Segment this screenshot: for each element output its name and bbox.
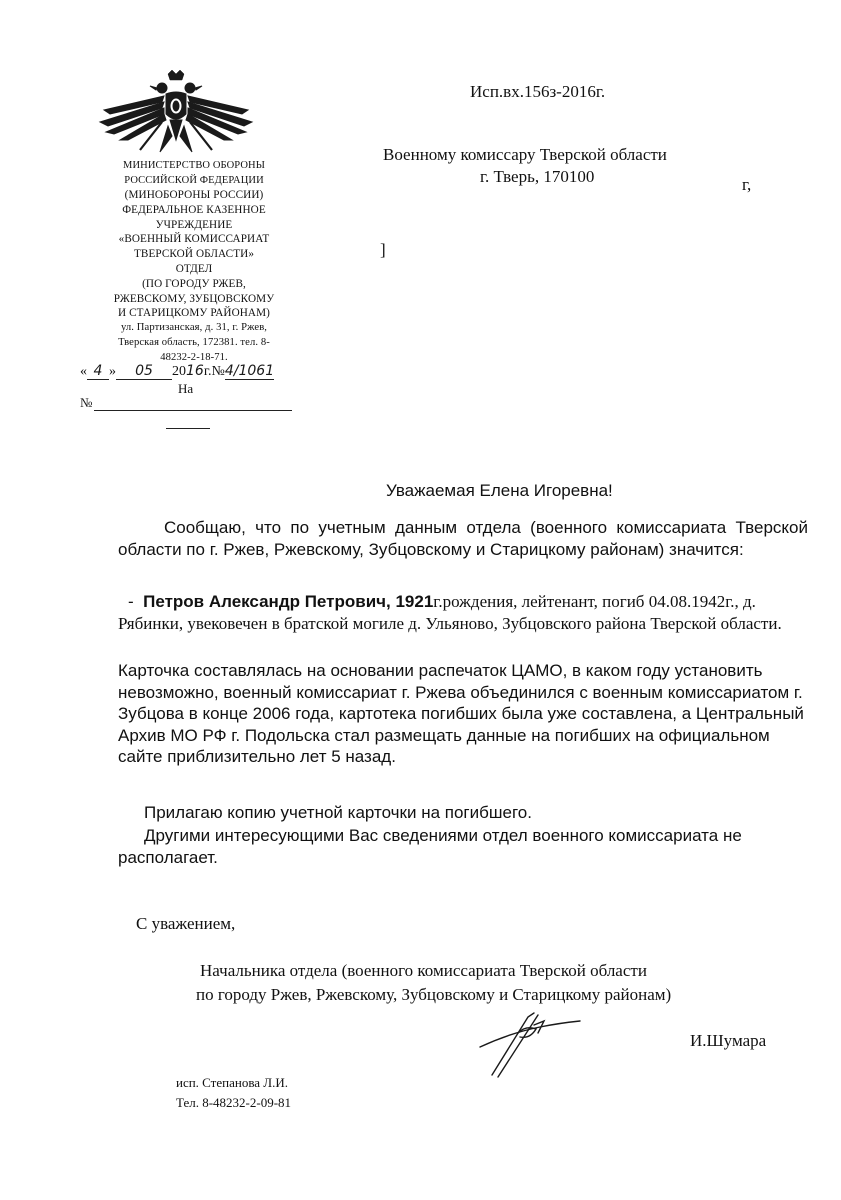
org-line: (ПО ГОРОДУ РЖЕВ,: [142, 277, 246, 290]
org-address-line: ул. Партизанская, д. 31, г. Ржев,: [120, 322, 268, 334]
body-paragraph: Сообщаю, что по учетным данным отдела (военного комиссариата Тверской области по г. Ржев, Ржевскому, Зубцовскому и Старицкому районам) значится:: [118, 518, 808, 559]
org-line: МИНИСТЕРСТВО ОБОРОНЫ: [123, 160, 265, 171]
stray-bracket: ]: [380, 240, 386, 259]
org-line: РЖЕВСКОМУ, ЗУБЦОВСКОМУ: [113, 292, 275, 305]
date-quote-close: »: [109, 364, 116, 379]
organization-header: [80, 158, 308, 366]
signer-title: Начальника отдела (военного комиссариата Тверской области: [200, 961, 647, 980]
registration-number: 4/1061: [224, 363, 275, 379]
incoming-reference-number: Исп.вх.156з-2016г.: [470, 82, 606, 101]
divider-line: [166, 428, 210, 429]
org-line: РОССИЙСКОЙ ФЕДЕРАЦИИ: [124, 175, 264, 186]
date-quote-open: «: [80, 364, 87, 379]
org-address-line: Тверская область, 172381. тел. 8-: [118, 336, 270, 348]
org-line: ФЕДЕРАЛЬНОЕ КАЗЕННОЕ: [122, 203, 266, 216]
na-label: На: [178, 381, 194, 396]
signer-title-continued: по городу Ржев, Ржевскому, Зубцовскому и Старицкому районам): [196, 985, 672, 1004]
org-line: (МИНОБОРОНЫ РОССИИ): [124, 189, 264, 201]
number-blank-line: [94, 398, 292, 411]
executor-name: исп. Степанова Л.И.: [176, 1075, 289, 1090]
greeting: Уважаемая Елена Игоревна!: [386, 481, 613, 500]
org-line: И СТАРИЦКОМУ РАЙОНАМ): [118, 307, 270, 320]
emblem-eagle-icon: [96, 70, 256, 160]
person-name: Петров Александр Петрович, 1921: [143, 592, 434, 611]
handwritten-signature: [440, 1003, 610, 1083]
body-paragraph: Другими интересующими Вас сведениями отдел военного комиссариата не располагает.: [118, 826, 742, 867]
record-details: г.рождения, лейтенант, погиб 04.08.1942г., д. Рябинки, увековечен в братской могиле д. Ульяново, Зубцовского района Тверской области.: [118, 592, 782, 633]
executor-phone: Тел. 8-48232-2-09-81: [176, 1095, 292, 1110]
date-year-prefix: 20: [172, 364, 186, 379]
org-line: «ВОЕННЫЙ КОМИССАРИАТ: [118, 233, 270, 246]
date-day: 4: [87, 363, 109, 380]
org-line: ОТДЕЛ: [175, 262, 213, 275]
body-paragraph: Карточка составлялась на основании распечаток ЦАМО, в каком году установить невозможно, военный комиссариат г. Ржева объединился с военным комиссариатом г. Зубцова в конце 2006 года, картотека погибших была уже составлена, а Центральный Архив МО РФ г. Подольска стал размещать данные на погибших на официальном сайте приблизительно лет 5 назад.: [118, 661, 804, 766]
closing-phrase: С уважением,: [136, 914, 236, 933]
body-paragraph: Прилагаю копию учетной карточки на погибшего.: [144, 803, 532, 822]
addressee-title: Военному комиссару Тверской области: [383, 145, 667, 164]
stray-mark: г,: [742, 175, 752, 194]
org-phone-line: 48232-2-18-71.: [160, 351, 228, 363]
date-number-label: г.№: [203, 364, 225, 379]
addressee-address: г. Тверь, 170100: [480, 167, 595, 186]
date-month: 05: [116, 363, 172, 380]
list-dash: -: [128, 592, 134, 611]
org-line: ТВЕРСКОЙ ОБЛАСТИ»: [133, 248, 255, 261]
org-line: УЧРЕЖДЕНИЕ: [155, 218, 233, 231]
outgoing-date-number: [80, 363, 320, 380]
body-paragraph-record: [118, 591, 808, 634]
no-label: №: [80, 395, 93, 410]
date-year: 16: [186, 363, 204, 379]
incoming-number-line: [80, 395, 300, 411]
signer-name: И.Шумара: [690, 1031, 767, 1050]
